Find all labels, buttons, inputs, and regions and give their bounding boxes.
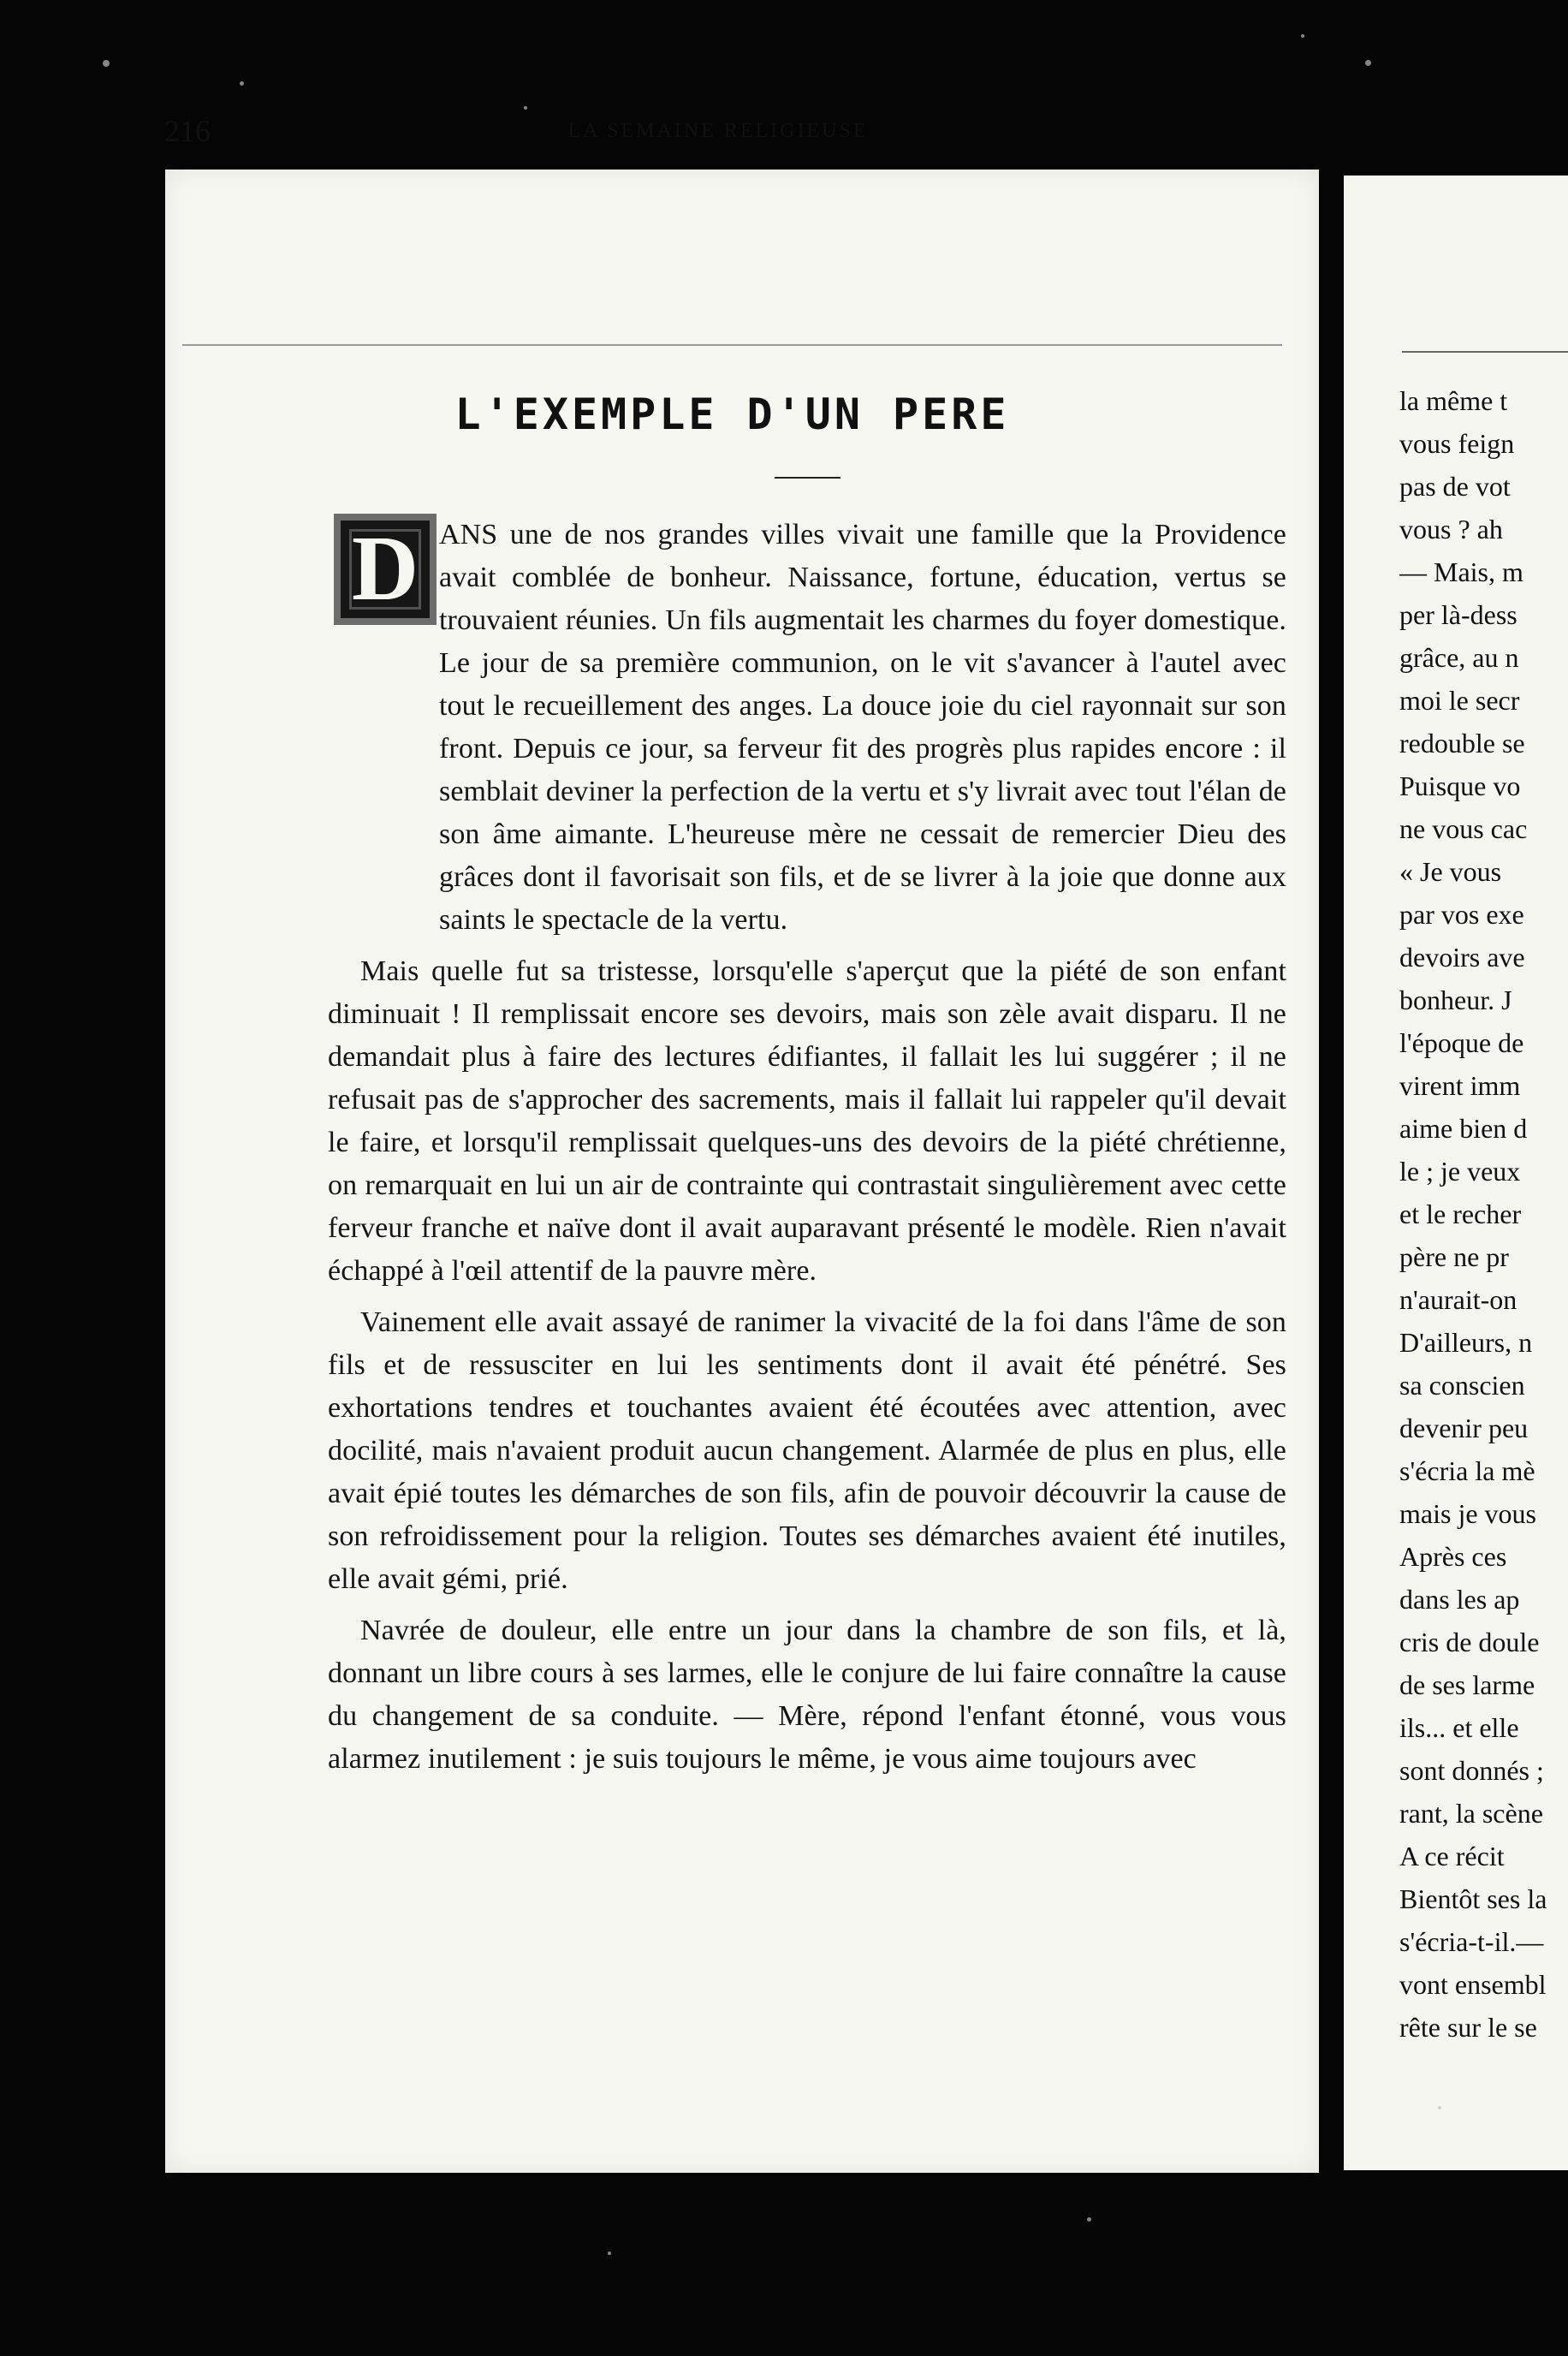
scan-speck [524,106,527,110]
facing-line: sont donnés ; [1399,1755,1544,1786]
facing-line: moi le secr [1399,685,1520,716]
facing-line: pas de vot [1399,471,1511,502]
scan-speck [1301,34,1304,38]
facing-line: Après ces [1399,1541,1507,1572]
scan-speck [1365,60,1371,66]
facing-line: et le recher [1399,1199,1522,1229]
facing-line: vont ensembl [1399,1969,1547,2000]
facing-line: s'écria-t-il.— [1399,1926,1544,1957]
facing-line: de ses larme [1399,1669,1535,1700]
facing-line: dans les ap [1399,1584,1520,1615]
facing-line: devenir peu [1399,1413,1529,1443]
facing-line: per là-dess [1399,599,1518,630]
facing-line: ne vous cac [1399,813,1528,844]
paragraph-third: Vainement elle avait assayé de ranimer la vivacité de la foi dans l'âme de son fils et de ressusciter en lui les sentiments dont il avait été pénétré. Ses exhortations tendres et touchantes avaient été écoutées avec attention, avec docilité, mais n'avaient produit aucun changement. Alarmée de plus en plus, elle avait épié toutes les démarches de son fils, afin de pouvoir découvrir la cause de son refroidissement pour la religion. Toutes ses démarches avaient été inutiles, elle avait gémi, prié. [328,1306,1286,1595]
facing-line: « Je vous [1399,856,1502,887]
facing-line: le ; je veux [1399,1156,1521,1187]
paragraph-fourth: Navrée de douleur, elle entre un jour dans la chambre de son fils, et là, donnant un libre cours à ses larmes, elle le conjure de lui faire connaître la cause du changement de sa conduite. — Mère, répond l'enfant étonné, vous vous alarmez inutilement : je suis toujours le même, je vous aime toujours avec [328,1615,1286,1775]
facing-line: l'époque de [1399,1027,1524,1058]
scan-speck [240,81,244,86]
scan-speck [1438,2106,1441,2109]
facing-line: rant, la scène [1399,1798,1543,1829]
facing-line: ils... et elle [1399,1712,1519,1743]
facing-line: Bientôt ses la [1399,1883,1547,1914]
scan-speck [103,60,110,67]
paragraph-opening: ANS une de nos grandes villes vivait une famille que la Providence avait comblée de bonheur. Naissance, fortune, éducation, vertus se trouvaient réunies. Un fils augmentait les charmes du foyer domestique. Le jour de sa première communion, on le vit s'avancer à l'autel avec tout le recueillement des anges. La douce joie du ciel rayonnait sur son front. Depuis ce jour, sa ferveur fit des progrès plus rapides encore : il semblait deviner la perfection de la vertu et s'y livrait avec tout l'élan de son âme aimante. L'heureuse mère ne cessait de remercier Dieu des grâces dont il favorisait son fils, et de se livrer à la joie que donne aux saints le spectacle de la vertu. [439,519,1286,936]
facing-line: grâce, au n [1399,642,1519,673]
facing-line: Puisque vo [1399,770,1521,801]
facing-line: virent imm [1399,1070,1521,1101]
page-number: 216 [164,114,211,148]
facing-line: A ce récit [1399,1841,1505,1871]
facing-line: — Mais, m [1399,556,1523,587]
scan-speck [608,2252,611,2255]
facing-line: rête sur le se [1399,2012,1537,2043]
facing-line: vous ? ah [1399,514,1503,544]
drop-cap-letter: D [352,518,419,620]
title-rule [775,477,840,479]
facing-page-text [1399,379,1562,2049]
facing-line: vous feign [1399,428,1515,459]
facing-line: aime bien d [1399,1113,1528,1144]
facing-line: la même t [1399,385,1508,416]
facing-line: par vos exe [1399,899,1524,930]
facing-line: n'aurait-on [1399,1284,1518,1315]
facing-line: D'ailleurs, n [1399,1327,1533,1358]
article-body [328,514,1286,1789]
article-title: L'EXEMPLE D'UN PERE [454,390,1010,439]
header-rule [182,344,1282,346]
facing-line: mais je vous [1399,1498,1536,1529]
facing-line: redouble se [1399,728,1525,759]
page-header [164,113,1272,164]
facing-line: bonheur. J [1399,985,1512,1015]
facing-line: sa conscien [1399,1370,1525,1401]
facing-line: père ne pr [1399,1241,1509,1272]
paragraph-second: Mais quelle fut sa tristesse, lorsqu'elle s'aperçut que la piété de son enfant diminuait ! Il remplissait encore ses devoirs, mais son zèle avait disparu. Il ne demandait plus à faire des lectures édifiantes, il fallait les lui suggérer ; il ne refusait pas de s'approcher des sacrements, mais il fallait lui rappeler qu'il devait le faire, et lorsqu'il remplissait quelques-uns des devoirs de la piété chrétienne, on remarquait en lui un air de contrainte qui contrastait singulièrement avec cette ferveur franche et naïve dont il avait auparavant présenté le modèle. Rien n'avait échappé à l'œil attentif de la pauvre mère. [328,955,1286,1287]
scan-speck [1087,2217,1091,2222]
facing-line: devoirs ave [1399,942,1525,973]
running-title: LA SEMAINE RELIGIEUSE [567,120,869,142]
facing-line: s'écria la mè [1399,1455,1535,1486]
facing-page-rule [1402,351,1568,353]
facing-line: cris de doule [1399,1627,1540,1657]
